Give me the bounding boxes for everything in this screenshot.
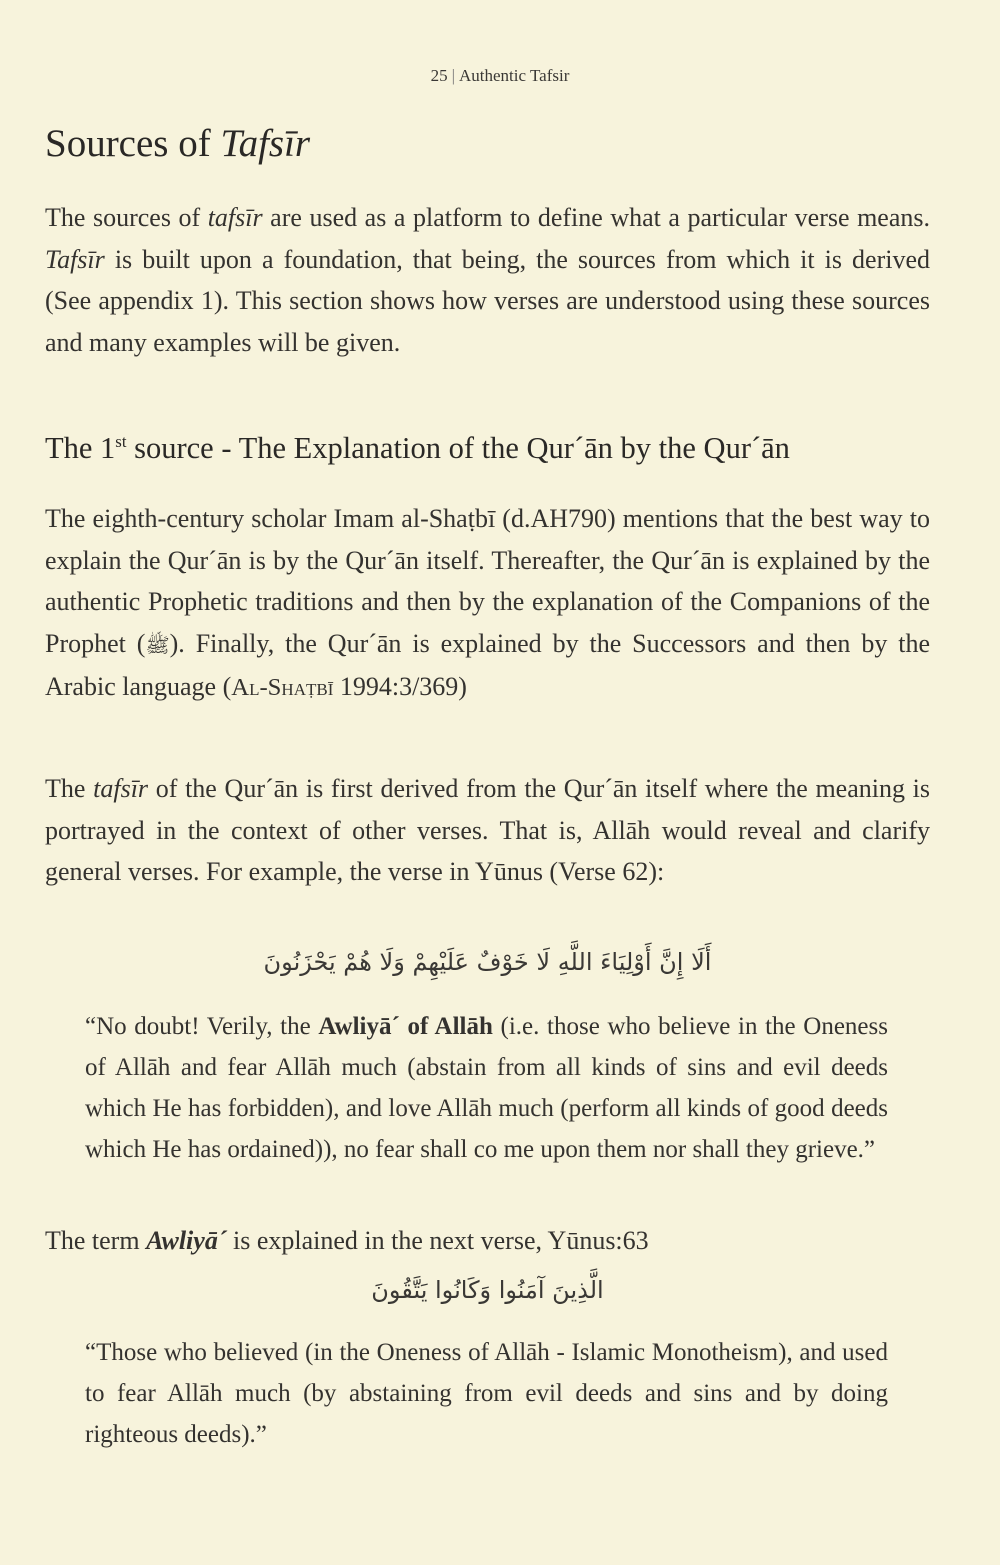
- intro-italic-tafsir: tafsīr: [207, 203, 263, 232]
- section-title-italic: Tafsīr: [220, 122, 311, 165]
- citation-rest: 1994:3/369): [333, 672, 467, 701]
- subsection-title-sup: st: [115, 431, 127, 451]
- arabic-verse-yunus-62: أَلَا إِنَّ أَوْلِيَاءَ اللَّهِ لَا خَوْفٌ عَلَيْهِمْ وَلَا هُمْ يَحْزَنُونَ: [263, 948, 712, 976]
- prophet-honorific: ﷺ: [145, 632, 170, 657]
- term-line: [45, 1220, 930, 1262]
- subsection-title-b: source - The Explanation of the Qur´ān by the Qur´ān: [126, 431, 790, 465]
- tafsir-italic: tafsīr: [93, 774, 149, 803]
- citation-author: Al-Shaṭbī: [231, 674, 334, 701]
- term-text-a: The term: [45, 1226, 147, 1255]
- tafsir-text-a: The: [45, 774, 94, 803]
- tafsir-paragraph: [45, 768, 930, 893]
- running-header: [0, 66, 1000, 86]
- shatbi-paragraph: [45, 498, 930, 709]
- intro-italic-tafsir-2: Tafsīr: [45, 244, 105, 274]
- subsection-title-a: The 1: [45, 431, 116, 465]
- intro-paragraph: [45, 197, 930, 363]
- term-text-b: is explained in the next verse, Yūnus:63: [226, 1226, 649, 1255]
- section-title: [45, 122, 310, 167]
- tafsir-text-b: of the Qur´ān is first derived from the Qur´ān itself where the meaning is portrayed in the context of other verses. That is, Allāh would reveal and clarify general verses. For example, the verse in Yūnus (Verse 62):: [45, 774, 931, 886]
- arabic-verse-yunus-63: الَّذِينَ آمَنُوا وَكَانُوا يَتَّقُونَ: [371, 1276, 604, 1304]
- book-title: Authentic Tafsir: [459, 66, 570, 85]
- section-title-plain: Sources of: [45, 122, 221, 165]
- shatbi-text-a: The eighth-century scholar Imam al-Shaṭbī (d.AH790) mentions that the best way to explain the Qur´ān is by the Qur´ān itself. Thereafter, the Qur´ān is explained by the authentic Prophetic traditions and then by the explanation of the Companions of the Prophet (: [45, 504, 930, 658]
- quote-verse-62: [85, 1006, 888, 1170]
- quote-1-text-b: (i.e. those who believe in the Oneness of Allāh and fear Allāh much (abstain from all kinds of sins and evil deeds which He has forbidden), and love Allāh much (perform all kinds of good deeds which He has ordained)), no fear shall co me upon them nor shall they grieve.”: [85, 1013, 888, 1163]
- term-awliya: Awliyā´: [146, 1226, 227, 1255]
- quote-verse-63: “Those who believed (in the Oneness of Allāh - Islamic Monotheism), and used to fear Allāh much (by abstaining from evil deeds and sins and by doing righteous deeds).”: [85, 1339, 888, 1448]
- shatbi-text-b: ). Finally, the Qur´ān is explained by the Successors and then by the Arabic language (: [45, 628, 931, 701]
- header-separator: |: [451, 66, 455, 85]
- quote-1-bold: Awliyā´ of Allāh: [318, 1013, 493, 1040]
- quote-1-text-a: “No doubt! Verily, the: [85, 1013, 319, 1040]
- intro-text-a: The sources of: [45, 203, 208, 232]
- intro-text-b: are used as a platform to define what a particular verse means.: [262, 203, 930, 232]
- intro-text-c: is built upon a foundation, that being, the sources from which it is derived (See appendix 1). This section shows how verses are understood using these sources and many examples will be given.: [45, 244, 930, 357]
- subsection-title: [45, 430, 790, 467]
- page-number: 25: [430, 66, 448, 85]
